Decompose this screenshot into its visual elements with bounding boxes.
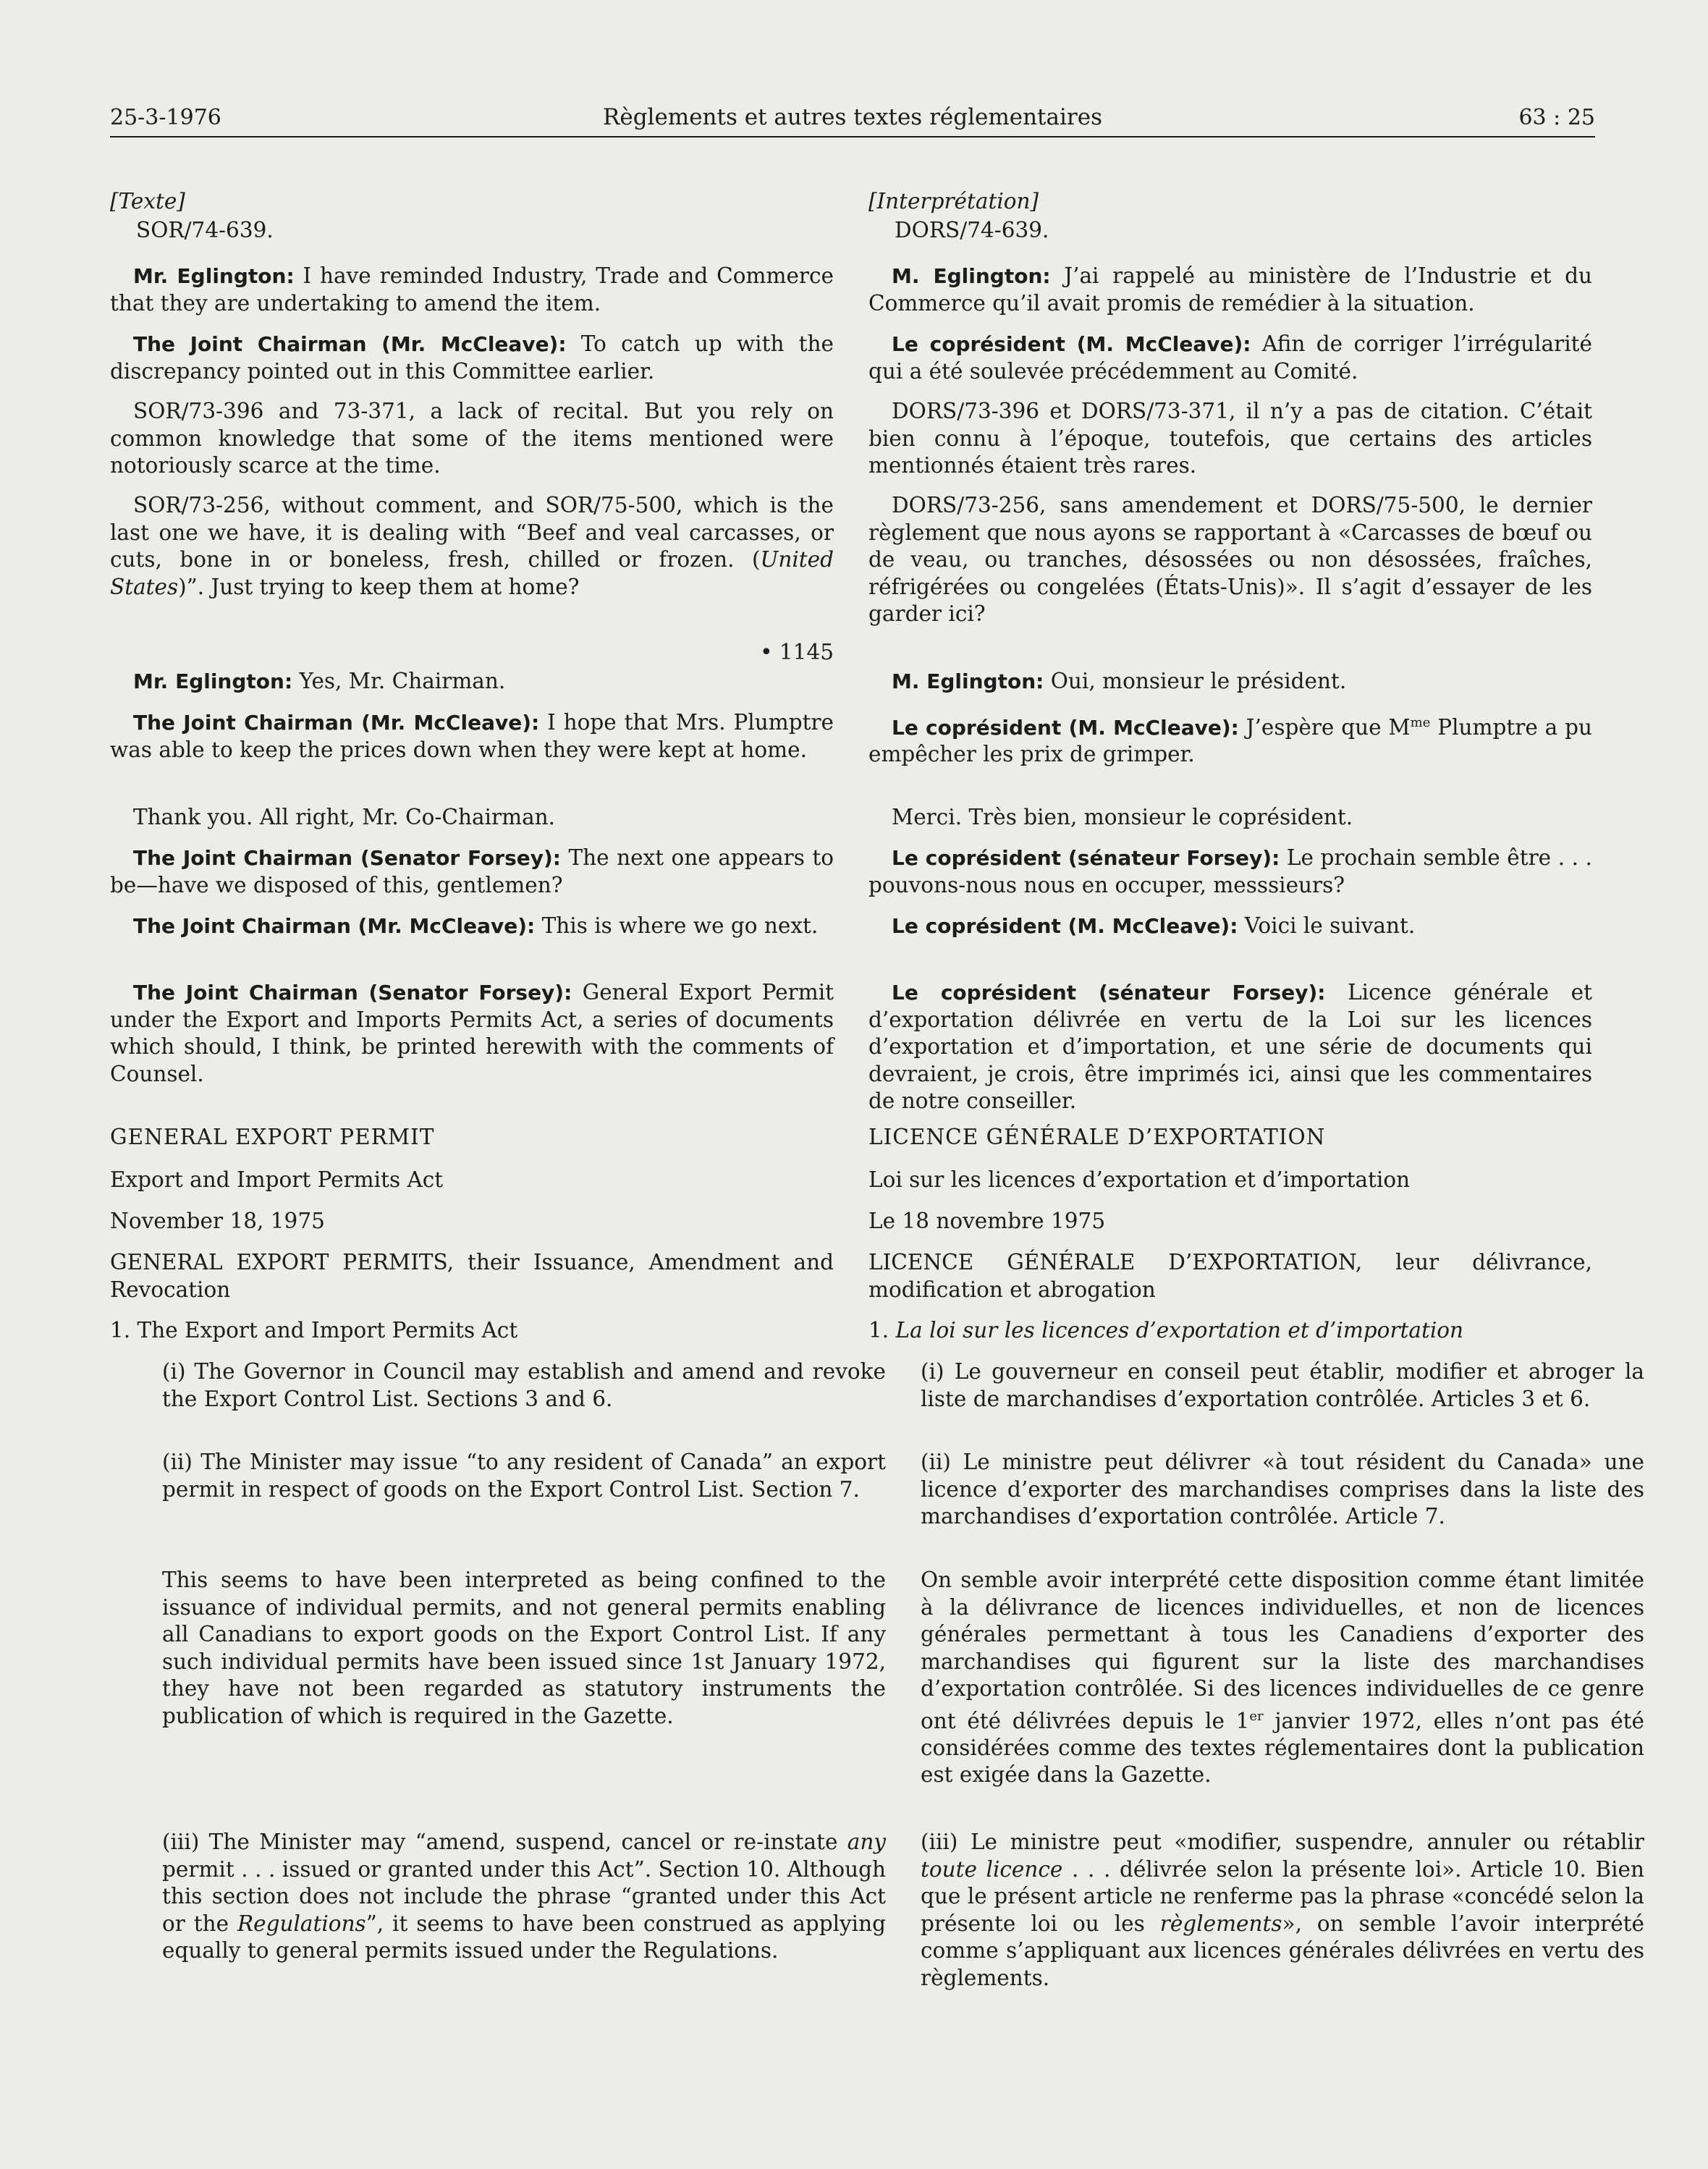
heading: GENERAL EXPORT PERMIT	[110, 1125, 435, 1149]
paragraph: Merci. Très bien, monsieur le coprésident.	[892, 805, 1353, 829]
paragraph: Le coprésident (M. McCleave): Voici le suivant.	[892, 913, 1416, 938]
page-header	[110, 101, 1595, 138]
reference: DORS/74-639.	[895, 218, 1049, 242]
paragraph: The Joint Chairman (Senator Forsey): The next one appears to be—have we disposed of this, gentlemen?	[110, 845, 834, 897]
heading: LICENCE GÉNÉRALE D’EXPORTATION, leur délivrance, modification et abrogation	[868, 1250, 1592, 1302]
header-title: Règlements et autres textes réglementaires	[603, 104, 1102, 130]
item-i: (i) The Governor in Council may establish and amend and revoke the Export Control List. Sections 3 and 6.	[162, 1359, 886, 1411]
item-iii: (iii) The Minister may “amend, suspend, cancel or re-instate any permit . . . issued or granted under this Act”. Section 10. Although this section does not include the phrase “granted under this Act or the Regulations”, it seems to have been construed as applying equally to general permits issued under the Regulations.	[162, 1830, 886, 1963]
paragraph: Le coprésident (M. McCleave): Afin de corriger l’irrégularité qui a été soulevée précédemment au Comité.	[868, 331, 1592, 384]
header-page-number: 63 : 25	[1518, 105, 1595, 130]
paragraph: Mr. Eglington: I have reminded Industry, Trade and Commerce that they are undertaking to amend the item.	[110, 263, 834, 316]
date-line: November 18, 1975	[110, 1209, 325, 1233]
section-label: [Interprétation]	[868, 189, 1039, 213]
item-ii: (ii) Le ministre peut délivrer «à tout résident du Canada» une licence d’exporter des marchandises comprises dans la liste des marchandises d’exportation contrôlée. Article 7.	[921, 1450, 1644, 1529]
header-rule	[110, 136, 1595, 138]
item-i: (i) Le gouverneur en conseil peut établir, modifier et abroger la liste de marchandises d’exportation contrôlée. Articles 3 et 6.	[921, 1359, 1644, 1411]
heading: LICENCE GÉNÉRALE D’EXPORTATION	[868, 1125, 1326, 1149]
paragraph: M. Eglington: Oui, monsieur le président.	[892, 669, 1347, 693]
item-ii: (ii) The Minister may issue “to any resident of Canada” an export permit in respect of goods on the Export Control List. Section 7.	[162, 1450, 886, 1502]
heading: Loi sur les licences d’exportation et d’importation	[868, 1167, 1411, 1192]
item-commentary: This seems to have been interpreted as being confined to the issuance of individual permits, and not general permits enabling all Canadians to export goods on the Export Control List. If any such individual permits have been issued since 1st January 1972, they have not been regarded as statutory instruments the publication of which is required in the Gazette.	[162, 1568, 886, 1728]
reference: SOR/74-639.	[136, 218, 274, 242]
paragraph: Le coprésident (M. McCleave): J’espère que $M^{me}$ Plumptre a pu empêcher les prix de grimper.	[868, 714, 1592, 767]
paragraph: SOR/73-256, without comment, and SOR/75-500, which is the last one we have, it is dealing with “Beef and veal carcasses, or cuts, bone in or boneless, fresh, chilled or frozen. (United States)”. Just trying to keep them at home?	[110, 493, 834, 599]
heading: 1. The Export and Import Permits Act	[110, 1318, 518, 1343]
heading: Export and Import Permits Act	[110, 1167, 444, 1192]
paragraph: The Joint Chairman (Mr. McCleave): I hope that Mrs. Plumptre was able to keep the prices down when they were kept at home.	[110, 710, 834, 762]
paragraph: SOR/73-396 and 73-371, a lack of recital. But you rely on common knowledge that some of the items mentioned were notoriously scarce at the time.	[110, 399, 834, 478]
time-marker: • 1145	[760, 640, 834, 664]
paragraph: Le coprésident (sénateur Forsey): Le prochain semble être . . . pouvons-nous nous en occuper, messsieurs?	[868, 845, 1592, 897]
item-commentary: On semble avoir interprété cette disposition comme étant limitée à la délivrance de licences individuelles, et non de licences générales permettant à tous les Canadiens d’exporter des marchandises qui figurent sur la liste des marchandises d’exportation contrôlée. Si des licences individuelles de ce genre ont été délivrées depuis le 1er janvier 1972, elles n’ont pas été considérées comme des textes réglementaires dont la publication est exigée dans la Gazette.	[921, 1568, 1644, 1788]
paragraph: M. Eglington: J’ai rappelé au ministère de l’Industrie et du Commerce qu’il avait promis de remédier à la situation.	[868, 263, 1593, 316]
heading: GENERAL EXPORT PERMITS, their Issuance, Amendment and Revocation	[110, 1250, 834, 1302]
heading: 1. La loi sur les licences d’exportation et d’importation	[868, 1318, 1464, 1343]
paragraph: Mr. Eglington: Yes, Mr. Chairman.	[133, 669, 506, 693]
paragraph: DORS/73-256, sans amendement et DORS/75-500, le dernier règlement que nous ayons se rapportant à «Carcasses de bœuf ou de veau, ou tranches, désossées ou non désossées, fraîches, réfrigérées ou congelées (États-Unis)». Il s’agit d’essayer de les garder ici?	[868, 493, 1592, 626]
paragraph: DORS/73-396 et DORS/73-371, il n’y a pas de citation. C’était bien connu à l’époque, toutefois, que certains des articles mentionnés étaient très rares.	[868, 399, 1592, 478]
paragraph: The Joint Chairman (Mr. McCleave): This is where we go next.	[133, 913, 819, 938]
paragraph: The Joint Chairman (Senator Forsey): General Export Permit under the Export and Imports Permits Act, a series of documents which should, I think, be printed herewith with the comments of Counsel.	[110, 980, 834, 1086]
header-date: 25-3-1976	[110, 105, 221, 130]
section-label: [Texte]	[110, 189, 185, 213]
paragraph: Le coprésident (sénateur Forsey): Licence générale et d’exportation délivrée en vertu de la Loi sur les licences d’exportation et d’importation, et une série de documents qui devraient, je crois, être imprimés ici, ainsi que les commentaires de notre conseiller.	[868, 980, 1592, 1113]
item-iii: (iii) Le ministre peut «modifier, suspendre, annuler ou rétablir toute licence . . . délivrée selon la présente loi». Article 10. Bien que le présent article ne renferme pas la phrase «concédé selon la présente loi ou les règlements», on semble l’avoir interprété comme s’appliquant aux licences générales délivrées en vertu des règlements.	[921, 1830, 1644, 1990]
paragraph: The Joint Chairman (Mr. McCleave): To catch up with the discrepancy pointed out in this Committee earlier.	[110, 331, 834, 384]
paragraph: Thank you. All right, Mr. Co-Chairman.	[133, 805, 556, 829]
date-line: Le 18 novembre 1975	[868, 1209, 1106, 1233]
